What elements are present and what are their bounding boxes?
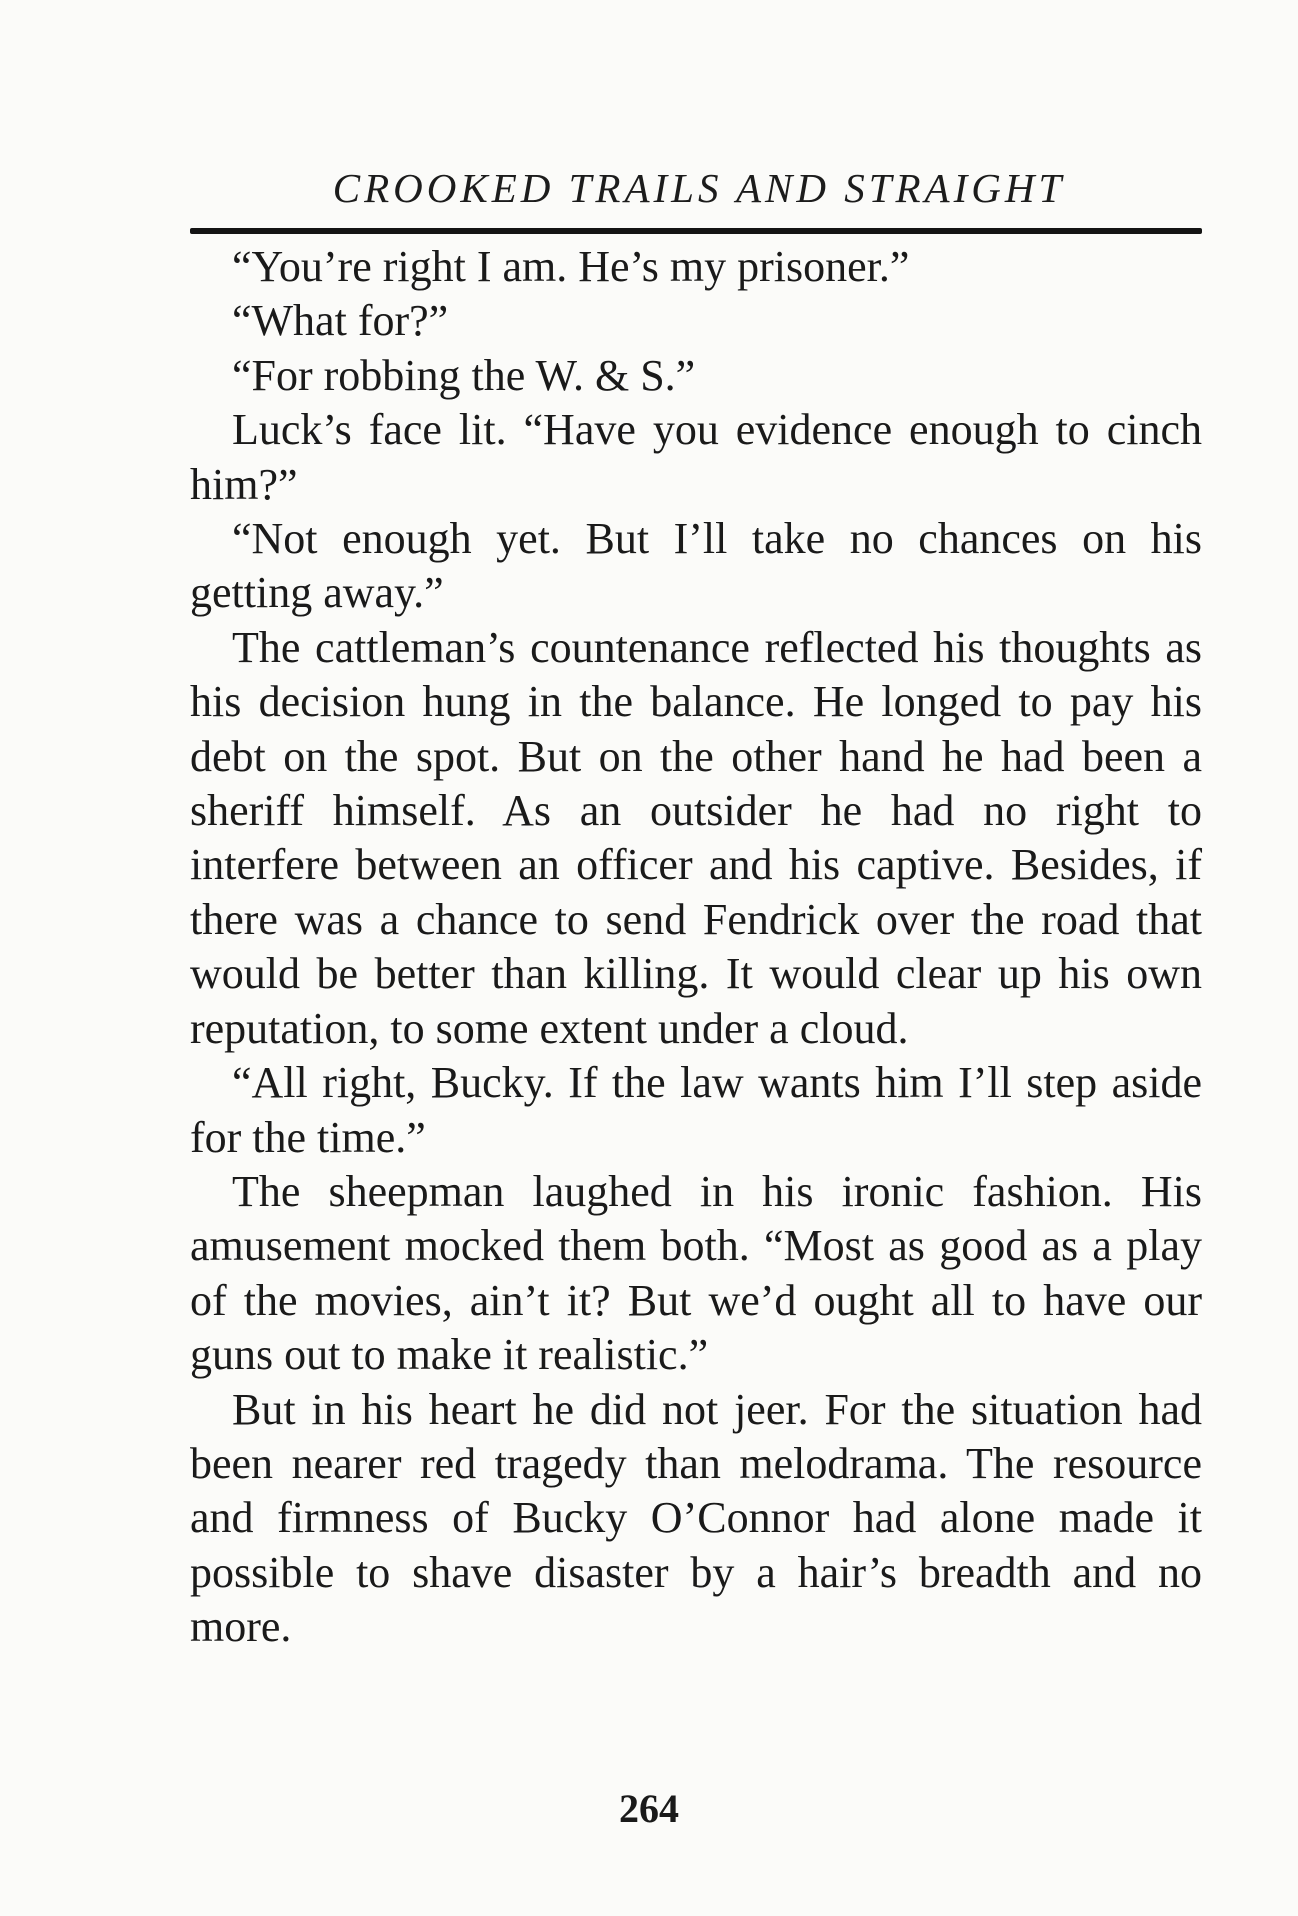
paragraph: “All right, Bucky. If the law wants him I’ll step aside for the time.” xyxy=(190,1058,1202,1162)
paragraph: Luck’s face lit. “Have you evidence enough to cinch him?” xyxy=(190,405,1202,509)
paragraph: “For robbing the W. & S.” xyxy=(232,350,696,400)
paragraph: “What for?” xyxy=(232,296,449,346)
running-head: CROOKED TRAILS AND STRAIGHT xyxy=(332,165,1066,211)
body-text xyxy=(190,240,1202,1655)
paragraph: The cattleman’s countenance reflected his thoughts as his decision hung in the balance. He longed to pay his debt on the spot. But on the other hand he had been a sheriff himself. As an outsider he had no right to interfere between an officer and his captive. Besides, if there was a chance to send Fendrick over the road that would be better than killing. It would clear up his own reputation, to some extent under a cloud. xyxy=(190,622,1202,1053)
paragraph: “You’re right I am. He’s my prisoner.” xyxy=(232,242,910,291)
page-number: 264 xyxy=(619,1786,679,1831)
header-rule xyxy=(190,228,1202,234)
paragraph: “Not enough yet. But I’ll take no chances on his getting away.” xyxy=(190,514,1202,618)
book-page xyxy=(190,158,1202,1655)
paragraph: But in his heart he did not jeer. For the situation had been nearer red tragedy than melodrama. The resource and firmness of Bucky O’Connor had alone made it possible to shave disaster by a hair’s breadth and no more. xyxy=(190,1384,1202,1652)
paragraph: The sheepman laughed in his ironic fashion. His amusement mocked them both. “Most as good as a play of the movies, ain’t it? But we’d ought all to have our guns out to make it realistic.” xyxy=(190,1166,1202,1380)
